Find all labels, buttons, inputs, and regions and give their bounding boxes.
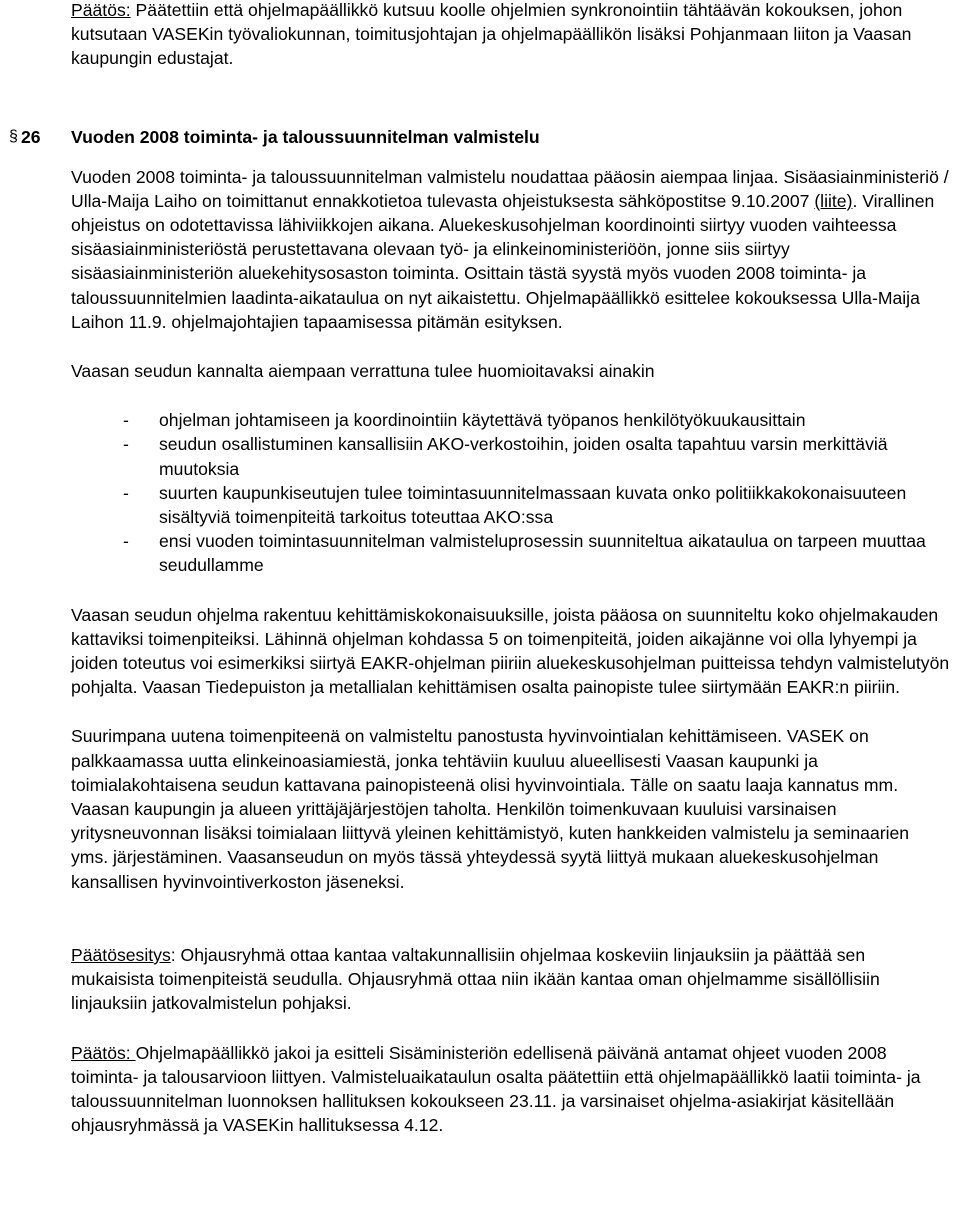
list-item-text: seudun osallistuminen kansallisiin AKO-verkostoihin, joiden osalta tapahtuu varsin merkittäviä muutoksia <box>159 434 888 479</box>
paragraph-overview-line1: Vuoden 2008 toiminta- ja taloussuunnitelman valmistelu noudattaa pääosin aiempaa linjaa. <box>71 166 779 187</box>
list-item-text: ohjelman johtamiseen ja koordinointiin käytettävä työpanos henkilötyökuukausittain <box>159 410 806 431</box>
final-decision-text: Ohjelmapäällikkö jakoi ja esitteli Sisäministeriön edellisenä päivänä antamat ohjeet vuoden 2008 toiminta- ja talousarvioon liittyen. Valmisteluaikataulun osalta päätettiin että ohjelmapäällikkö laatii toiminta- ja taloussuunnitelman luonnoksen hallituksen kokoukseen 23.11. ja varsinaiset ohjelma-asiakirjat käsitellään ohjausryhmässä ja VASEKin hallituksessa 4.12. <box>71 1042 921 1136</box>
list-bullet: - <box>123 434 129 455</box>
considerations-list <box>71 408 951 577</box>
paragraph-considerations-intro: Vaasan seudun kannalta aiempaan verrattuna tulee huomioitavaksi ainakin <box>71 361 655 382</box>
top-decision-text: Päätettiin että ohjelmapäällikkö kutsuu koolle ohjelmien synkronointiin tähtäävän kokouksen, johon kutsutaan VASEKin työvaliokunnan, toimitusjohtajan ja ohjelmapäällikön lisäksi Pohjanmaan liiton ja Vaasan kaupungin edustajat. <box>71 0 912 69</box>
section-title: Vuoden 2008 toiminta- ja taloussuunnitelman valmistelu <box>71 126 540 147</box>
list-item-text: suurten kaupunkiseutujen tulee toimintasuunnitelmassaan kuvata onko politiikkakokonaisuuteen sisältyviä toimenpiteitä tarkoitus toteuttaa AKO:ssa <box>159 482 907 528</box>
paragraph-wellbeing: Suurimpana uutena toimenpiteenä on valmisteltu panostusta hyvinvointialan kehittämiseen. VASEK on palkkaamassa uutta elinkeinoasiamiestä, jonka tehtäviin kuuluu alueellisesti Vaasan kaupunki ja toimialakohtaisena seudun kattavana painopisteenä olisi hyvinvointiala. Tälle on saatu laaja kannatus mm. Vaasan kaupungin ja alueen yrittäjäjärjestöjen taholta. Henkilön toimenkuvaan kuuluisi varsinaisen yritysneuvonnan lisäksi toimialaan liittyvä yleinen kehittämistyö, kuten hankkeiden valmistelu ja seminaarien yms. järjestäminen. Vaasanseudun on myös tässä yhteydessä syytä liittyä mukaan aluekeskusohjelman kansallisen hyvinvointiverkoston jäseneksi. <box>71 726 910 892</box>
paragraph-overview-after-link: . Virallinen ohjeistus on odotettavissa lähiviikkojen aikana. Aluekeskusohjelman koordinointi siirtyy vuoden vaihteessa sisäasiainministeriöstä perustettavana olevaan työ- ja elinkeinoministeriöön, jonne siis siirtyy sisäasiainministeriön aluekehitysosaston toiminta. Osittain tästä syystä myös vuoden 2008 toiminta- ja taloussuunnitelmien laadinta-aikataulua on nyt aikaistettu. Ohjelmapäällikkö esittelee kokouksessa Ulla-Maija Laihon 11.9. ohjelmajohtajien tapaamisessa pitämän esityksen. <box>71 190 935 332</box>
paragraph-program-structure: Vaasan seudun ohjelma rakentuu kehittämiskokonaisuuksille, joista pääosa on suunniteltu koko ohjelmakauden kattaviksi toimenpiteiksi. Lähinnä ohjelman kohdassa 5 on toimenpiteitä, joiden aikajänne voi olla lyhyempi ja joiden toteutus voi esimerkiksi siirtyä EAKR-ohjelman piiriin aluekeskusohjelman puitteissa tehdyn valmistelutyön pohjalta. Vaasan Tiedepuiston ja metallialan kehittämisen osalta painopiste tulee siirtymään EAKR:n piiriin. <box>71 604 950 698</box>
section-number: 26 <box>21 126 41 147</box>
list-item <box>70 432 951 480</box>
list-item-text: ensi vuoden toimintasuunnitelman valmisteluprosessin suunniteltua aikataulua on tarpeen muuttaa seudullamme <box>159 531 926 576</box>
paragraph-overview <box>71 165 951 334</box>
list-bullet: - <box>123 531 129 552</box>
document-page <box>9 0 951 1137</box>
list-item <box>70 481 951 529</box>
final-decision-label: Päätös: <box>71 1042 136 1063</box>
list-bullet: - <box>123 410 129 431</box>
decision-proposal <box>71 943 951 1016</box>
attachment-link[interactable]: (liite) <box>814 190 853 211</box>
section-mark: § <box>9 127 18 145</box>
section-heading <box>9 123 951 151</box>
list-item <box>70 408 951 432</box>
top-decision <box>71 0 951 71</box>
decision-proposal-label: Päätösesitys <box>71 944 171 965</box>
final-decision <box>71 1041 951 1138</box>
top-decision-label: Päätös: <box>71 0 131 20</box>
list-item <box>70 529 951 577</box>
decision-proposal-text: : Ohjausryhmä ottaa kantaa valtakunnallisiin ohjelmaa koskeviin linjauksiin ja päättää sen mukaisista toimenpiteistä seudulla. Ohjausryhmä ottaa niin ikään kantaa oman ohjelmamme sisällöllisiin linjauksiin jatkovalmistelun pohjaksi. <box>71 944 880 1014</box>
list-bullet: - <box>123 482 129 503</box>
paragraph-overview-before-link: Sisäasiainministeriö / Ulla-Maija Laiho on toimittanut ennakkotietoa tulevasta ohjeistuksesta sähköpostitse 9.10.2007 <box>71 166 949 211</box>
